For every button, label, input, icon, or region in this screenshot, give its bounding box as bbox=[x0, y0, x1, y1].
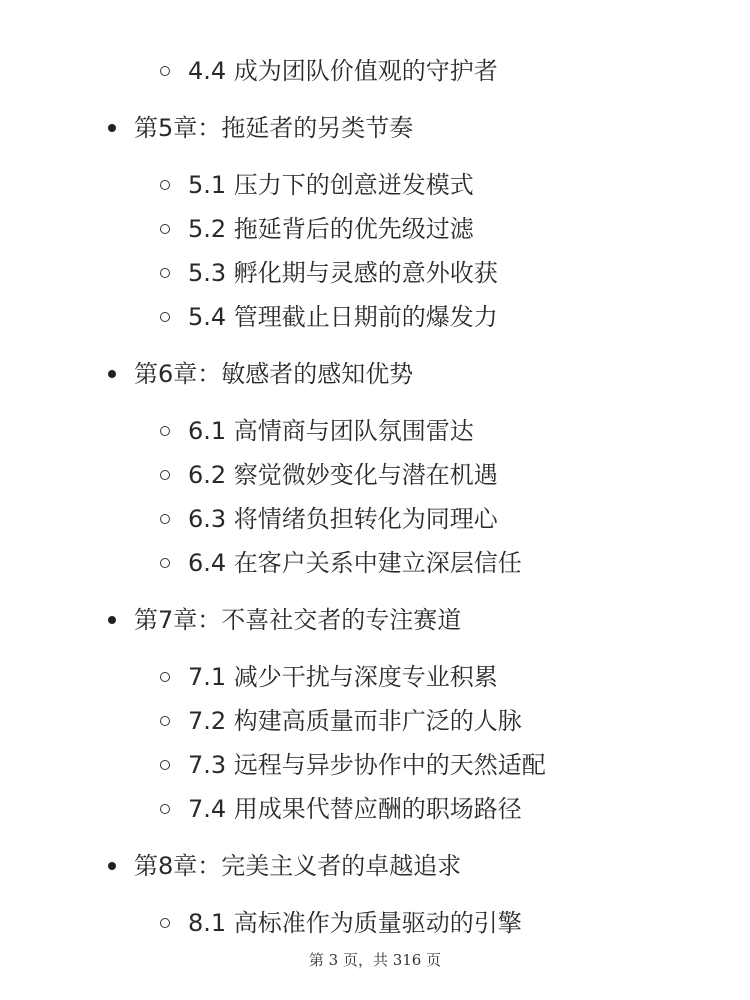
hollow-circle-bullet-icon bbox=[160, 180, 170, 190]
toc-section-label: 5.3 孵化期与灵感的意外收获 bbox=[188, 259, 498, 287]
hollow-circle-bullet-icon bbox=[160, 66, 170, 76]
hollow-circle-bullet-icon bbox=[160, 426, 170, 436]
toc-chapter-item bbox=[108, 603, 461, 637]
hollow-circle-bullet-icon bbox=[160, 716, 170, 726]
hollow-circle-bullet-icon bbox=[160, 224, 170, 234]
filled-disc-bullet-icon bbox=[108, 124, 116, 132]
filled-disc-bullet-icon bbox=[108, 862, 116, 870]
hollow-circle-bullet-icon bbox=[160, 804, 170, 814]
hollow-circle-bullet-icon bbox=[160, 760, 170, 770]
hollow-circle-bullet-icon bbox=[160, 268, 170, 278]
filled-disc-bullet-icon bbox=[108, 370, 116, 378]
hollow-circle-bullet-icon bbox=[160, 672, 170, 682]
toc-section-item bbox=[160, 660, 498, 694]
toc-chapter-item bbox=[108, 849, 461, 883]
toc-chapter-label: 第5章：拖延者的另类节奏 bbox=[134, 114, 414, 142]
toc-section-item bbox=[160, 256, 498, 290]
hollow-circle-bullet-icon bbox=[160, 514, 170, 524]
toc-section-label: 7.4 用成果代替应酬的职场路径 bbox=[188, 795, 522, 823]
toc-chapter-item bbox=[108, 111, 413, 145]
toc-section-label: 7.3 远程与异步协作中的天然适配 bbox=[188, 751, 546, 779]
toc-section-item bbox=[160, 168, 474, 202]
toc-section-label: 6.3 将情绪负担转化为同理心 bbox=[188, 505, 498, 533]
toc-section-item bbox=[160, 458, 498, 492]
toc-section-item bbox=[160, 546, 522, 580]
toc-section-item bbox=[160, 54, 498, 88]
toc-section-item bbox=[160, 906, 522, 940]
toc-section-label: 6.2 察觉微妙变化与潜在机遇 bbox=[188, 461, 498, 489]
toc-section-label: 4.4 成为团队价值观的守护者 bbox=[188, 57, 498, 85]
toc-section-item bbox=[160, 212, 474, 246]
toc-section-item bbox=[160, 748, 546, 782]
filled-disc-bullet-icon bbox=[108, 616, 116, 624]
toc-section-label: 6.4 在客户关系中建立深层信任 bbox=[188, 549, 522, 577]
toc-section-item bbox=[160, 414, 474, 448]
toc-section-item bbox=[160, 300, 498, 334]
toc-section-label: 7.2 构建高质量而非广泛的人脉 bbox=[188, 707, 522, 735]
toc-section-label: 7.1 减少干扰与深度专业积累 bbox=[188, 663, 498, 691]
hollow-circle-bullet-icon bbox=[160, 558, 170, 568]
toc-chapter-label: 第8章：完美主义者的卓越追求 bbox=[134, 852, 462, 880]
toc-section-label: 5.2 拖延背后的优先级过滤 bbox=[188, 215, 474, 243]
hollow-circle-bullet-icon bbox=[160, 312, 170, 322]
toc-section-item bbox=[160, 792, 522, 826]
hollow-circle-bullet-icon bbox=[160, 470, 170, 480]
toc-section-item bbox=[160, 704, 522, 738]
toc-section-label: 8.1 高标准作为质量驱动的引擎 bbox=[188, 909, 522, 937]
toc-chapter-label: 第6章：敏感者的感知优势 bbox=[134, 360, 414, 388]
toc-chapter-item bbox=[108, 357, 413, 391]
page-number-footer: 第 3 页，共 316 页 bbox=[308, 951, 442, 969]
toc-section-item bbox=[160, 502, 498, 536]
hollow-circle-bullet-icon bbox=[160, 918, 170, 928]
toc-section-label: 5.4 管理截止日期前的爆发力 bbox=[188, 303, 498, 331]
toc-chapter-label: 第7章：不喜社交者的专注赛道 bbox=[134, 606, 462, 634]
toc-section-label: 6.1 高情商与团队氛围雷达 bbox=[188, 417, 474, 445]
toc-section-label: 5.1 压力下的创意迸发模式 bbox=[188, 171, 474, 199]
